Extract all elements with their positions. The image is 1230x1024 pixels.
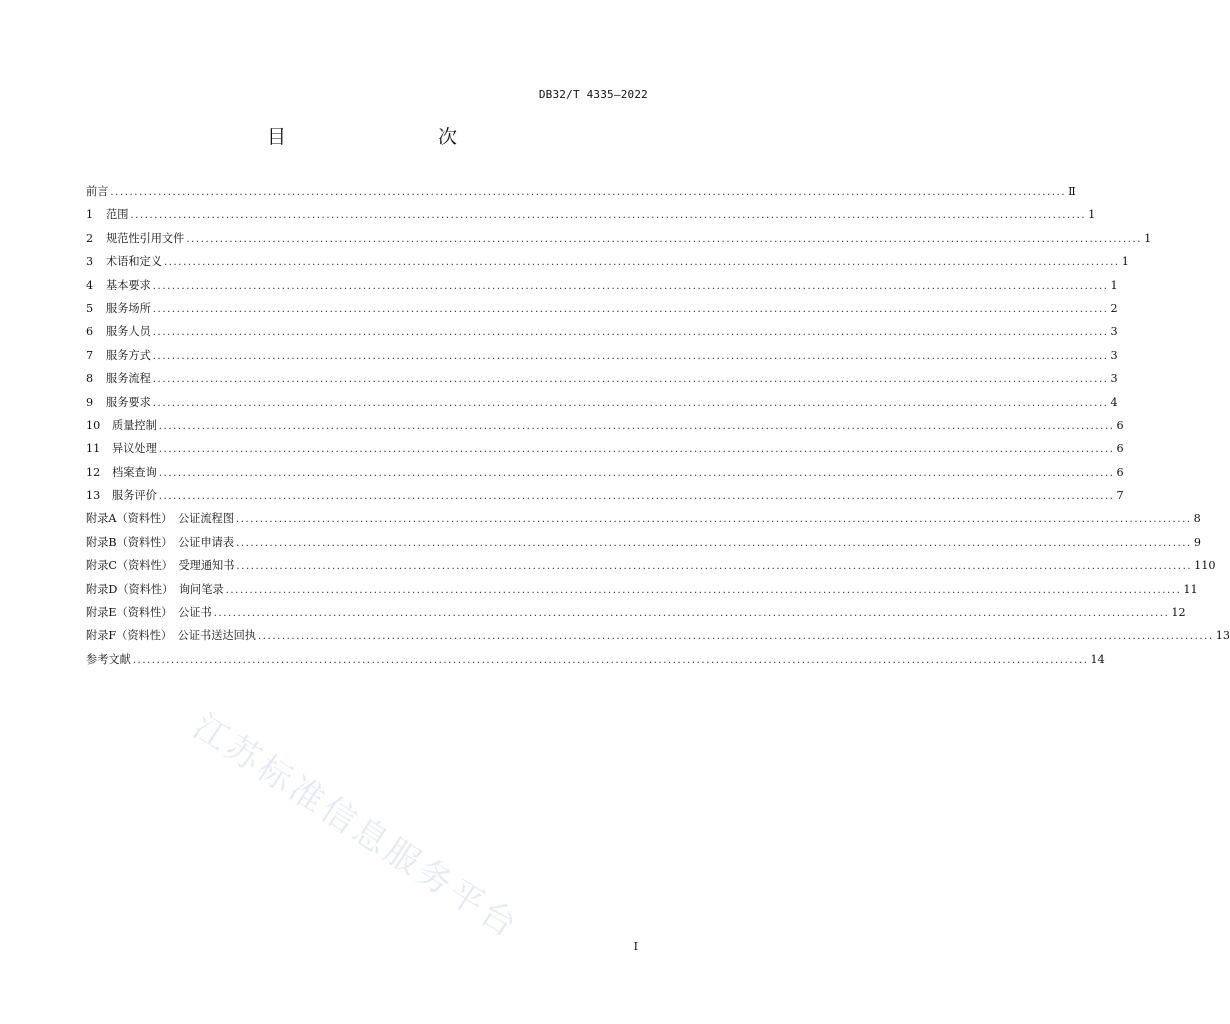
toc-entry-number: 13 bbox=[86, 489, 101, 503]
toc-entry-label: 服务评价 bbox=[112, 489, 157, 503]
toc-entry-label: 质量控制 bbox=[112, 418, 157, 432]
toc-leader-dots: ........................................................................................................................................................................................................ bbox=[110, 187, 1067, 198]
toc-entry-page: 6 bbox=[1116, 442, 1124, 456]
toc-leader-dots: ........................................................................................................................................................................................................ bbox=[152, 397, 1109, 409]
toc-leader-dots: ........................................................................................................................................................................................................ bbox=[152, 327, 1109, 339]
toc-entry-number: 12 bbox=[86, 465, 101, 479]
toc-entry-label: 附录B（资料性） 公证申请表 bbox=[86, 535, 235, 549]
toc-leader-dots: ........................................................................................................................................................................................................ bbox=[152, 374, 1109, 386]
toc-entry-page: 9 bbox=[1193, 535, 1201, 549]
toc-entry-label: 服务人员 bbox=[106, 325, 151, 339]
toc-entry[interactable] bbox=[86, 601, 1186, 624]
toc-entry-label: 附录F（资料性） 公证书送达回执 bbox=[86, 629, 256, 643]
toc-leader-dots: ........................................................................................................................................................................................................ bbox=[158, 467, 1115, 479]
toc-entry-page: 3 bbox=[1110, 325, 1118, 339]
page-number: I bbox=[633, 940, 638, 953]
toc-entry-number: 6 bbox=[86, 325, 94, 339]
toc-entry-label: 附录E（资料性） 公证书 bbox=[86, 606, 212, 620]
toc-entry-label: 范围 bbox=[106, 208, 129, 222]
toc-entry[interactable] bbox=[86, 648, 1105, 671]
toc-leader-dots: ........................................................................................................................................................................................................ bbox=[130, 210, 1087, 222]
toc-entry-page: 6 bbox=[1116, 465, 1124, 479]
toc-leader-dots: ........................................................................................................................................................................................................ bbox=[152, 280, 1109, 292]
toc-leader-dots: ........................................................................................................................................................................................................ bbox=[158, 420, 1115, 432]
toc-entry-page: 1 bbox=[1121, 255, 1129, 269]
toc-entry-label: 服务方式 bbox=[106, 348, 151, 362]
toc-entry[interactable] bbox=[86, 578, 1198, 601]
toc-entry-label: 附录C（资料性） 受理通知书 bbox=[86, 559, 235, 573]
toc-entry-page: 11 bbox=[1183, 582, 1198, 596]
toc-entry-page: 6 bbox=[1116, 418, 1124, 432]
toc-entry-page: 3 bbox=[1110, 348, 1118, 362]
toc-leader-dots: ........................................................................................................................................................................................................ bbox=[235, 514, 1192, 526]
toc-entry-label: 规范性引用文件 bbox=[106, 231, 185, 245]
toc-entry[interactable] bbox=[86, 227, 1152, 250]
toc-leader-dots: ........................................................................................................................................................................................................ bbox=[225, 584, 1182, 596]
toc-entry-number: 2 bbox=[86, 231, 94, 245]
toc-entry[interactable] bbox=[86, 624, 1230, 647]
toc-entry-number: 4 bbox=[86, 278, 94, 292]
toc-entry-label: 基本要求 bbox=[106, 278, 151, 292]
toc-entry-label: 服务流程 bbox=[106, 372, 151, 386]
toc-entry-page: 1 bbox=[1088, 208, 1096, 222]
toc-leader-dots: ........................................................................................................................................................................................................ bbox=[158, 444, 1115, 456]
toc-entry-label: 服务场所 bbox=[106, 301, 151, 315]
toc-entry-number: 9 bbox=[86, 395, 94, 409]
toc-entry-number: 11 bbox=[86, 442, 101, 456]
toc-leader-dots: ........................................................................................................................................................................................................ bbox=[236, 537, 1192, 549]
toc-entry[interactable] bbox=[86, 414, 1124, 437]
toc-entry[interactable] bbox=[86, 344, 1118, 367]
toc-entry-page: 13 bbox=[1215, 629, 1230, 643]
toc-entry[interactable] bbox=[86, 391, 1118, 414]
toc-entry-number: 3 bbox=[86, 255, 94, 269]
toc-leader-dots: ........................................................................................................................................................................................................ bbox=[257, 631, 1214, 643]
toc-entry-page: 14 bbox=[1090, 652, 1105, 666]
toc-entry-label: 异议处理 bbox=[112, 442, 157, 456]
toc-entry-number: 8 bbox=[86, 372, 94, 386]
toc-leader-dots: ........................................................................................................................................................................................................ bbox=[152, 303, 1109, 315]
toc-leader-dots: ........................................................................................................................................................................................................ bbox=[158, 491, 1115, 503]
toc-entry-label: 附录D（资料性） 询问笔录 bbox=[86, 582, 224, 596]
toc-entry-page: 1 bbox=[1110, 278, 1118, 292]
toc-leader-dots: ........................................................................................................................................................................................................ bbox=[213, 608, 1170, 620]
toc-entry-label: 档案查询 bbox=[112, 465, 157, 479]
toc-entry-page: 4 bbox=[1110, 395, 1118, 409]
toc-entry-page: 3 bbox=[1110, 372, 1118, 386]
toc-entry[interactable] bbox=[86, 203, 1096, 226]
toc-entry-label: 参考文献 bbox=[86, 652, 131, 666]
toc-entry-number: 10 bbox=[86, 418, 101, 432]
toc-entry-page: 110 bbox=[1194, 559, 1216, 573]
toc-entry-page: 8 bbox=[1193, 512, 1201, 526]
toc-entry[interactable] bbox=[86, 507, 1201, 530]
toc-entry[interactable] bbox=[86, 250, 1129, 273]
toc-leader-dots: ........................................................................................................................................................................................................ bbox=[163, 257, 1120, 269]
table-of-contents bbox=[86, 180, 1230, 671]
toc-entry-page: Ⅱ bbox=[1068, 185, 1076, 198]
watermark: 江苏标准信息服务平台 bbox=[185, 706, 527, 948]
toc-entry-number: 7 bbox=[86, 348, 94, 362]
toc-entry[interactable] bbox=[86, 320, 1118, 343]
toc-entry[interactable] bbox=[86, 461, 1124, 484]
toc-entry-label: 术语和定义 bbox=[106, 255, 162, 269]
toc-entry[interactable] bbox=[86, 484, 1124, 507]
toc-entry[interactable] bbox=[86, 554, 1216, 577]
toc-entry[interactable] bbox=[86, 274, 1118, 297]
standard-code: DB32/T 4335—2022 bbox=[538, 88, 648, 101]
page-title: 目 次 bbox=[266, 126, 495, 148]
toc-leader-dots: ........................................................................................................................................................................................................ bbox=[132, 654, 1089, 666]
toc-entry-page: 7 bbox=[1116, 489, 1124, 503]
toc-entry-page: 12 bbox=[1171, 606, 1186, 620]
toc-entry-label: 前言 bbox=[86, 185, 109, 198]
toc-entry[interactable] bbox=[86, 437, 1124, 460]
toc-entry-number: 5 bbox=[86, 301, 94, 315]
toc-leader-dots: ........................................................................................................................................................................................................ bbox=[186, 233, 1143, 245]
toc-entry-label: 服务要求 bbox=[106, 395, 151, 409]
toc-entry[interactable] bbox=[86, 297, 1118, 320]
toc-entry[interactable] bbox=[86, 531, 1201, 554]
toc-entry-number: 1 bbox=[86, 208, 94, 222]
toc-entry-page: 2 bbox=[1110, 301, 1118, 315]
toc-entry[interactable] bbox=[86, 367, 1118, 390]
toc-entry-label: 附录A（资料性） 公证流程图 bbox=[86, 512, 234, 526]
toc-entry-page: 1 bbox=[1144, 231, 1152, 245]
toc-entry[interactable] bbox=[86, 180, 1076, 203]
toc-leader-dots: ........................................................................................................................................................................................................ bbox=[152, 350, 1109, 362]
toc-leader-dots: ........................................................................................................................................................................................................ bbox=[236, 561, 1193, 573]
